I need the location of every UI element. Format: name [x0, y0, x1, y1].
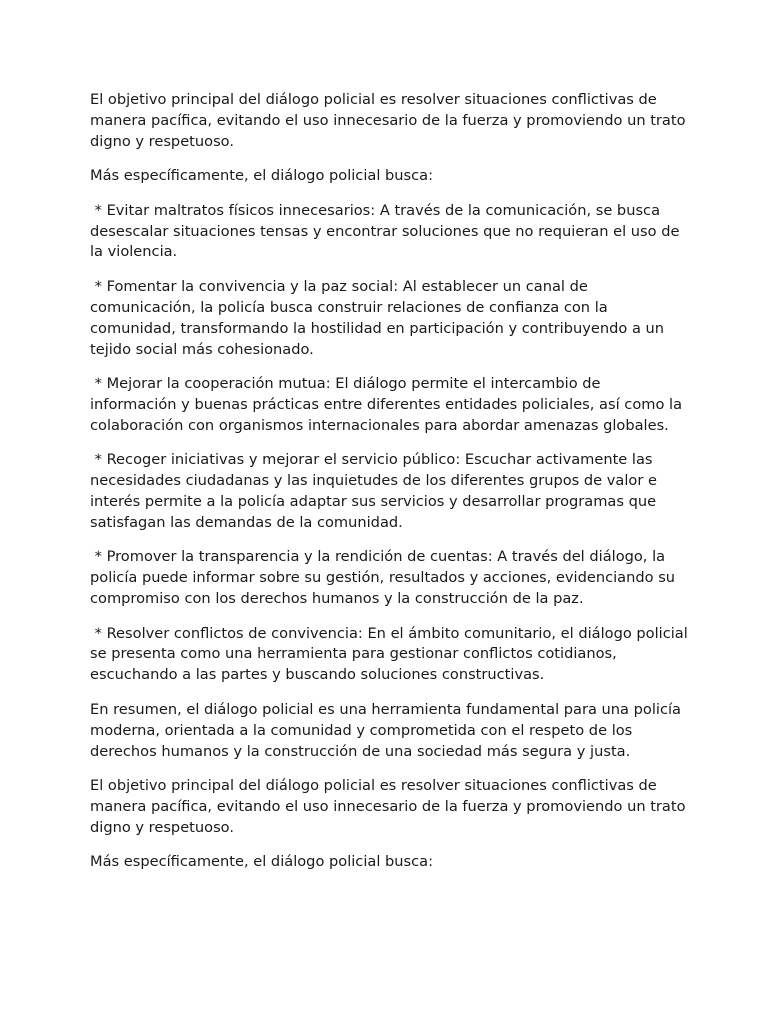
list-item-resolver-conflictos: * Resolver conflictos de convivencia: En el ámbito comunitario, el diálogo policial se presenta como una herramienta para gestionar conflictos cotidianos, escuchando a las partes y buscando soluciones constructivas. [90, 624, 693, 684]
document-body [90, 90, 693, 887]
list-item-fomentar-convivencia: * Fomentar la convivencia y la paz social: Al establecer un canal de comunicación, la policía busca construir relaciones de confianza con la comunidad, transformando la hostilidad en participación y contribuyendo a un tejido social más cohesionado. [90, 277, 669, 358]
paragraph-intro-repeat: El objetivo principal del diálogo policial es resolver situaciones conflictivas de manera pacífica, evitando el uso innecesario de la fuerza y promoviendo un trato digno y respetuoso. [90, 776, 686, 836]
list-item-mejorar-cooperacion: * Mejorar la cooperación mutua: El diálogo permite el intercambio de información y buenas prácticas entre diferentes entidades policiales, así como la colaboración con organismos internacionales para abordar amenazas globales. [90, 374, 687, 434]
paragraph-lead-in-repeat: Más específicamente, el diálogo policial busca: [90, 853, 434, 871]
list-item-evitar-maltratos: * Evitar maltratos físicos innecesarios: A través de la comunicación, se busca desescalar situaciones tensas y encontrar soluciones que no requieran el uso de la violencia. [90, 201, 685, 261]
paragraph-lead-in: Más específicamente, el diálogo policial busca: [90, 167, 434, 185]
list-item-recoger-iniciativas: * Recoger iniciativas y mejorar el servicio público: Escuchar activamente las necesidades ciudadanas y las inquietudes de los diferentes grupos de valor e interés permite a la policía adaptar sus servicios y desarrollar programas que satisfagan las demandas de la comunidad. [90, 451, 662, 531]
paragraph-intro: El objetivo principal del diálogo policial es resolver situaciones conflictivas de manera pacífica, evitando el uso innecesario de la fuerza y promoviendo un trato digno y respetuoso. [90, 91, 686, 150]
list-item-promover-transparencia: * Promover la transparencia y la rendición de cuentas: A través del diálogo, la policía puede informar sobre su gestión, resultados y acciones, evidenciando su compromiso con los derechos humanos y la construcción de la paz. [90, 548, 680, 608]
paragraph-summary: En resumen, el diálogo policial es una herramienta fundamental para una policía moderna, orientada a la comunidad y comprometida con el respeto de los derechos humanos y la construcción de una sociedad más segura y justa. [90, 700, 681, 760]
